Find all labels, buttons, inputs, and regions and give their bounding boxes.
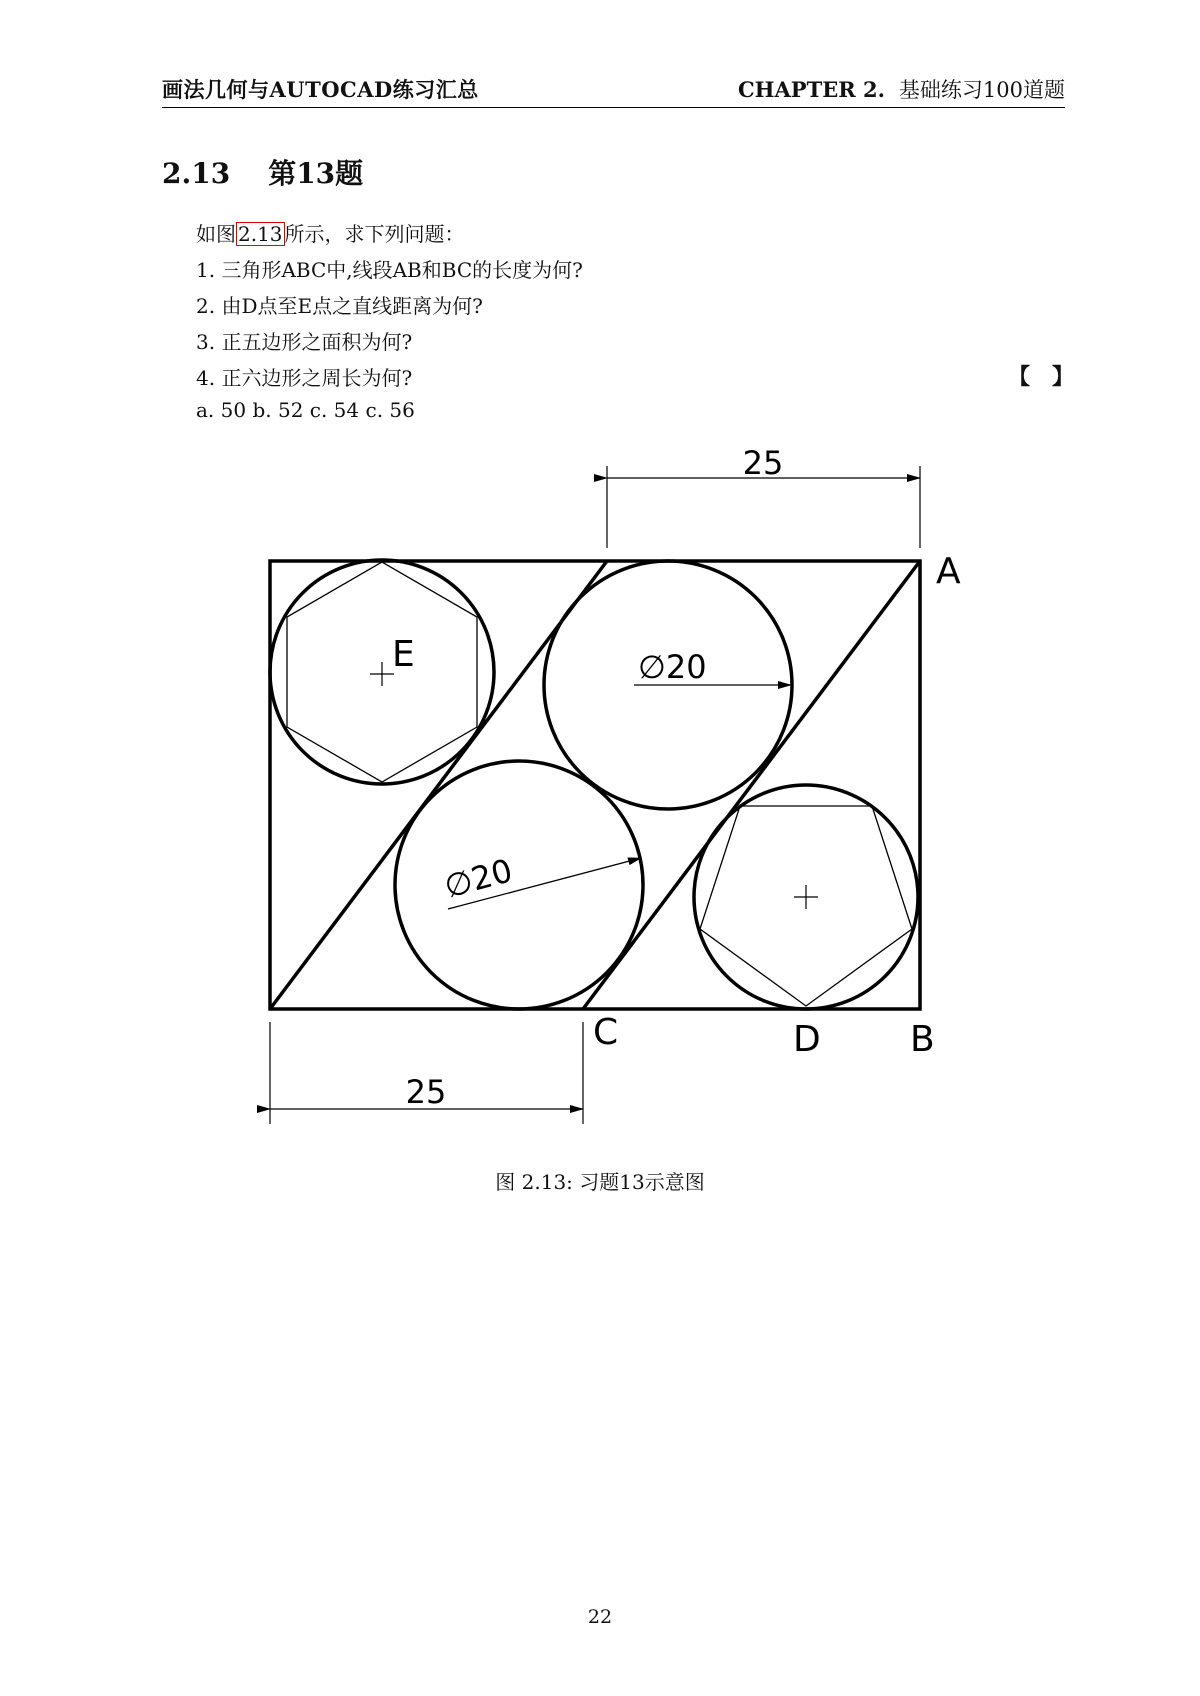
- point-label-d: D: [793, 1019, 821, 1060]
- question-2: 2. 由D点至E点之直线距离为何?: [196, 294, 483, 318]
- diagonal-line-right: [583, 561, 920, 1009]
- circle-lower: [395, 761, 643, 1009]
- question-1: 1. 三角形ABC中,线段AB和BC的长度为何?: [196, 258, 583, 282]
- section-title: 第13题: [268, 157, 364, 190]
- intro-text-after: 所示，求下列问题：: [284, 222, 465, 246]
- answer-bracket: 【 】: [1008, 364, 1075, 390]
- section-number: 2.13: [162, 157, 231, 190]
- diameter-label-upper: ∅20: [638, 648, 707, 686]
- figure-caption: 图 2.13: 习题13示意图: [495, 1170, 705, 1194]
- point-label-a: A: [936, 551, 961, 592]
- point-label-e: E: [392, 634, 415, 675]
- point-label-c: C: [593, 1012, 619, 1053]
- dimension-label-top: 25: [742, 444, 784, 482]
- answer-options: a. 50 b. 52 c. 54 c. 56: [196, 398, 415, 422]
- running-header-book-title: 画法几何与AUTOCAD练习汇总: [162, 77, 479, 102]
- point-label-b: B: [910, 1019, 935, 1060]
- question-4: 4. 正六边形之周长为何?: [196, 366, 413, 390]
- center-mark-pentagon: [794, 885, 818, 909]
- intro-text-before: 如图: [196, 222, 236, 246]
- question-3: 3. 正五边形之面积为何?: [196, 330, 413, 354]
- diameter-label-lower: ∅20: [440, 851, 517, 906]
- figure-reference-link[interactable]: 2.13: [238, 222, 283, 246]
- page-number: 22: [587, 1606, 613, 1628]
- chapter-label: CHAPTER 2.: [737, 77, 885, 102]
- center-mark-hexagon: [370, 662, 394, 686]
- dimension-label-bottom: 25: [405, 1073, 447, 1111]
- chapter-title: 基础练习100道题: [898, 78, 1065, 102]
